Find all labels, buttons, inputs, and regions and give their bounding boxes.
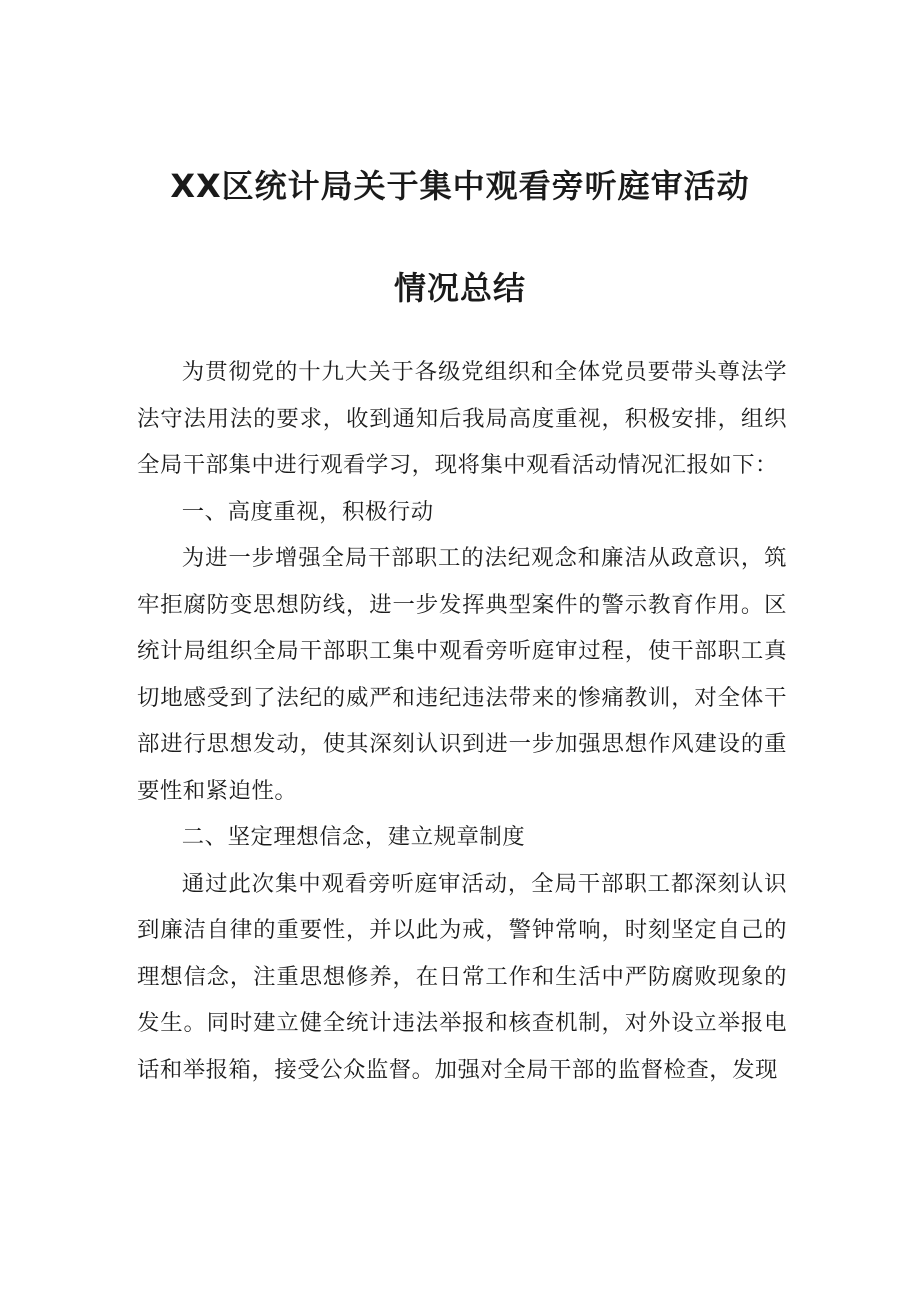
section-2-paragraph: 通过此次集中观看旁听庭审活动，全局干部职工都深刻认识到廉洁自律的重要性，并以此为戒，警钟常响，时刻坚定自己的理想信念，注重思想修养，在日常工作和生活中严防腐败现象的发生。同时建立健全统计违法举报和核查机制，对外设立举报电话和举报箱，接受公众监督。加强对全局干部的监督检查，发现: [137, 870, 787, 1083]
document-body: [137, 349, 787, 1093]
section-1-heading: 一、高度重视，积极行动: [181, 498, 434, 525]
document-title-line-2: 情况总结: [393, 269, 526, 307]
intro-paragraph: 为贯彻党的十九大关于各级党组织和全体党员要带头尊法学法守法用法的要求，收到通知后我局高度重视，积极安排，组织全局干部集中进行观看学习，现将集中观看活动情况汇报如下：: [137, 359, 787, 478]
section-1-paragraph: 为进一步增强全局干部职工的法纪观念和廉洁从政意识，筑牢拒腐防变思想防线，进一步发挥典型案件的警示教育作用。区统计局组织全局干部职工集中观看旁听庭审过程，使干部职工真切地感受到了法纪的威严和违纪违法带来的惨痛教训，对全体干部进行思想发动，使其深刻认识到进一步加强思想作风建设的重要性和紧迫性。: [137, 545, 787, 804]
section-2-heading: 二、坚定理想信念，建立规章制度: [181, 824, 526, 850]
document-title-line-1: XX区统计局关于集中观看旁听庭审活动: [170, 167, 750, 205]
